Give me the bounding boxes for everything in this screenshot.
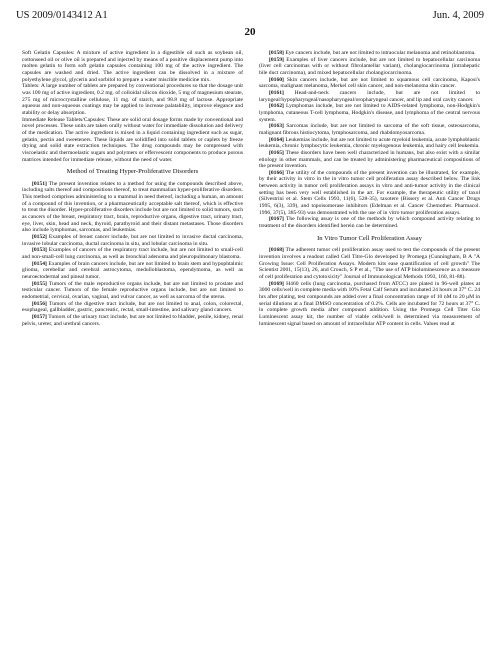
paragraph-number: [0167] xyxy=(269,216,284,223)
paragraph xyxy=(259,57,480,77)
paragraph-text: Examples of brain cancers include, but are not limited to brain stem and hypophtalmic glioma, cerebellar and cerebral astrocytoma, medulloblastoma, ependymoma, as well as neuroectodermal and pineal tumor. xyxy=(22,260,243,280)
paragraph-number: [0151] xyxy=(32,180,47,187)
paragraph-number: [0161] xyxy=(269,89,284,96)
paragraph xyxy=(22,117,243,164)
paragraph-number: [0155] xyxy=(32,280,47,287)
paragraph-text: Tumors of the male reproductive organs include, but are not limited to prostate and testicular cancer. Tumors of the female reproductive organs include, but are not limited to endometrial, cervical, ovarian, vaginal, and vulvar cancer, as well as sarcoma of the uterus. xyxy=(22,280,243,300)
paragraph-number: [0159] xyxy=(269,56,284,63)
paragraph-text: Examples of breast cancer include, but are not limited to invasive ductal carcinoma, invasive lobular carcinoma, ductal carcinoma in situ, and lobular carcinoma in situ. xyxy=(22,234,243,247)
paragraph-text: Skin cancers include, but are not limited to squamous cell carcinoma, Kaposi's sarcoma, malignant melanoma, Merkel cell skin cancer, and non-melanoma skin cancer. xyxy=(259,76,480,90)
paragraph-text: Examples of cancers of the respiratory tract include, but are not limited to small-cell and non-small-cell lung carcinoma, as well as bronchial adenoma and pleuropulmonary blastoma. xyxy=(22,247,243,261)
paragraph xyxy=(259,77,480,90)
paragraph xyxy=(259,150,480,170)
paragraph-number: [0153] xyxy=(32,247,47,254)
paragraph xyxy=(259,103,480,123)
paragraph-text: Head-and-neck cancers include, but are not limited to laryngeal/hypopharyngeal/nasopharyngeal/oropharyngeal cancer, and lip and oral cavity cancer. xyxy=(259,89,480,103)
paragraph xyxy=(259,123,480,136)
paragraph-text: These disorders have been well characterized in humans, but also exist with a similar etiology in other mammals, and can be treated by administering pharmaceutical compositions of the present invention. xyxy=(259,149,480,170)
paragraph-number: [0154] xyxy=(32,260,47,267)
right-column xyxy=(259,50,480,327)
paragraph-text: Tablets: A large number of tablets are prepared by conventional procedures so that the dosage unit was 100 mg of active ingredient, 0.2 mg. of colloidal silicon dioxide, 5 mg of magnesium stearate, 275 mg of microcrystalline cellulose, 11 mg. of starch, and 98.8 mg of lactose. Appropriate aqueous and non-aqueous coatings may be applied to increase palatability, improve elegance and stability or delay absorption. xyxy=(22,83,243,116)
paragraph-text: Immediate Release Tablets/Capsules: These are solid oral dosage forms made by conventional and novel processes. These units are taken orally without water for immediate dissolution and delivery of the medication. The active ingredient is mixed in a liquid containing ingredient such as sugar, gelatin, pectin and sweeteners. These liquids are solidified into solid tablets or caplets by freeze drying and solid state extraction techniques. The drug compounds may be compressed with viscoelastic and thermoelastic sugars and polymers or effervescent components to produce porous matrices intended for immediate release, without the need of water. xyxy=(22,116,243,163)
paragraph-number: [0162] xyxy=(269,103,284,110)
paragraph-number: [0160] xyxy=(269,76,284,83)
paragraph xyxy=(22,301,243,314)
paragraph-text: Eye cancers include, but are not limited to intraocular melanoma and retinoblastoma. xyxy=(285,50,476,56)
section-heading: In Vitro Tumor Cell Proliferation Assay xyxy=(317,234,422,242)
paragraph-text: The utility of the compounds of the present invention can be illustrated, for example, by their activity in vitro in the in vitro tumor cell proliferation assay described below. The link between activity in tumor cell proliferation assays in vitro and anti-tumor activity in the clinical setting has been very well established in the art. For example, the therapeutic utility of taxol (Silvestrini et al. Stem Cells 1993, 11(6), 528-35), taxotere (Bissery et al. Anti Cancer Drugs 1995, 6(3), 339), and topoisomerase inhibitors (Edelman et al. Cancer Chemother. Pharmacol. 1996, 37(5), 385-93) was demonstrated with the use of in vitro tumor proliferation assays. xyxy=(259,169,480,216)
paragraph xyxy=(259,137,480,150)
paragraph-number: [0169] xyxy=(269,280,284,287)
paragraph-text: Tumors of the urinary tract include, but are not limited to bladder, penile, kidney, renal pelvis, ureter, and urethral cancers. xyxy=(22,313,243,327)
paragraph xyxy=(22,261,243,281)
paragraph-number: [0158] xyxy=(269,50,284,56)
paragraph-number: [0157] xyxy=(32,313,47,320)
paragraph xyxy=(259,50,480,57)
paragraph-text: The present invention relates to a method for using the compounds described above, including salts thereof and compositions thereof, to treat mammalian hyper-proliferative disorders. This method comprises administering to a mammal in need thereof, including a human, an amount of a compound of this invention, or a pharmaceutically acceptable salt thereof, which is effective to treat the disorder. Hyper-proliferative disorders include but are not limited to solid tumors, such as cancers of the breast, respiratory tract, brain, reproductive organs, digestive tract, urinary tract, eye, liver, skin, head and neck, thyroid, parathyroid and their distant metastases. Those disorders also include lymphomas, sarcomas, and leukemias. xyxy=(22,180,243,234)
paragraph-number: [0163] xyxy=(269,123,284,130)
page-header xyxy=(16,10,484,26)
paragraph-number: [0164] xyxy=(269,136,284,143)
paragraph-number: [0166] xyxy=(269,169,284,176)
paragraph-text: Examples of liver cancers include, but are not limited to hepatocellular carcinoma (liver cell carcinomas with or without fibrolamellar variant), cholangiocarcinoma (intrahepatic bile duct carcinoma), and mixed hepatocellular cholangiocarcinoma. xyxy=(259,56,480,76)
paragraph-text: Leukemias include, but are not limited to acute myeloid leukemia, acute lymphoblastic leukemia, chronic lymphocytic leukemia, chronic myelogenous leukemia, and hairy cell leukemia. xyxy=(259,136,480,150)
section-heading: Method of Treating Hyper-Proliferative Disorders xyxy=(66,168,199,176)
paragraph-text: The adherent tumor cell proliferation assay used to test the compounds of the present invention involves a readout called Cell Titre-Glo developed by Promega (Cunningham, B A "A Growing Issue: Cell Proliferation Assays. Modern kits ease quantification of cell growth" The Scientist 2001, 15(13), 26, and Crouch, S P et al., "The use of ATP bioluminescence as a measure of cell proliferation and cytotoxicity" Journal of Immunological Methods 1993, 160, 81-88). xyxy=(259,247,480,280)
paragraph-number: [0168] xyxy=(269,247,284,254)
paragraph xyxy=(22,83,243,116)
paragraph xyxy=(22,181,243,234)
paragraph xyxy=(259,216,480,229)
paragraph-number: [0152] xyxy=(32,234,47,241)
paragraph xyxy=(259,90,480,103)
paragraph-text: Lymphomas include, but are not limited to AIDS-related lymphoma, non-Hodgkin's lymphoma, cutaneous T-cell lymphoma, Hodgkin's disease, and lymphoma of the central nervous system. xyxy=(259,103,480,123)
left-column xyxy=(22,50,243,327)
paragraph-text: H460 cells (lung carcinoma, purchased from ATCC) are plated in 96-well plates at 3000 cells/well in complete media with 10% Fetal Calf Serum and incubated 24 hours at 37° C. 24 hrs after plating, test compounds are added over a final concentration range of 10 nM to 20 μM in serial dilutions at a final DMSO concentration of 0.2%. Cells are incubated for 72 hours at 37° C. in complete growth media after compound addition. Using the Promega Cell Titer Glo Luminescent assay kit, the number of viable cells/well is determined via measurement of luminescent signal based on amount of intracellular ATP content in cells. Values read at xyxy=(259,280,480,327)
page-number: 20 xyxy=(244,26,256,38)
publication-date: Jun. 4, 2009 xyxy=(432,10,484,21)
paragraph xyxy=(259,281,480,328)
paragraph xyxy=(22,314,243,327)
paragraph-text: Soft Gelatin Capsules: A mixture of active ingredient in a digestible oil such as soybean oil, cottonseed oil or olive oil is prepared and injected by means of a positive displacement pump into molten gelatin to form soft gelatin capsules containing 100 mg of the active ingredient. The capsules are washed and dried. The active ingredient can be dissolved in a mixture of polyethylene glycol, glycerin and sorbitol to prepare a water miscible medicine mix. xyxy=(22,50,243,83)
paragraph-text: The following assay is one of the methods by which compound activity relating to treatment of the disorders identified herein can be determined. xyxy=(259,216,480,230)
paragraph-text: Tumors of the digestive tract include, but are not limited to anal, colon, colorectal, esophageal, gallbladder, gastric, pancreatic, rectal, small-intestine, and salivary gland cancers. xyxy=(22,300,243,314)
paragraph-number: [0165] xyxy=(269,149,284,156)
paragraph-number: [0156] xyxy=(32,300,47,307)
paragraph xyxy=(22,50,243,83)
paragraph-text: Sarcomas include, but are not limited to sarcoma of the soft tissue, osteosarcoma, malignant fibrous histiocytoma, lymphosarcoma, and rhabdomyosarcoma. xyxy=(259,123,480,136)
paragraph xyxy=(22,281,243,301)
paragraph xyxy=(259,170,480,217)
paragraph xyxy=(22,247,243,260)
publication-number: US 2009/0143412 A1 xyxy=(16,10,108,21)
paragraph xyxy=(259,247,480,280)
paragraph xyxy=(22,234,243,247)
